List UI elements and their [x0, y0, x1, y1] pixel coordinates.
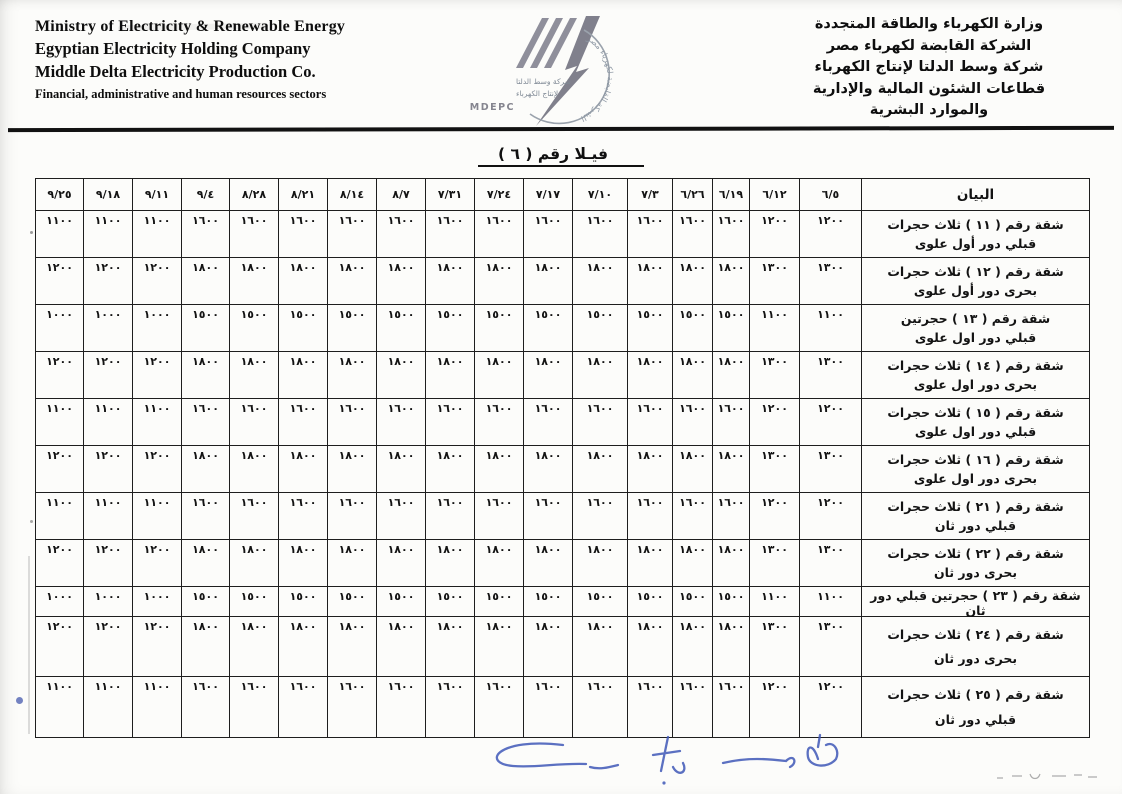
apartment-description-line1: شقة رقم ( ١٦ ) ثلاث حجرات [887, 451, 1064, 467]
sectors-en: Financial, administrative and human resources sectors [35, 87, 327, 101]
rent-value-cell: ١٨٠٠ [377, 540, 426, 587]
rent-value-cell: ١٦٠٠ [475, 399, 524, 446]
apartment-description [862, 352, 1089, 398]
rent-value-cell: ١٢٠٠ [750, 211, 800, 258]
apartment-description-line1: شقة رقم ( ١٢ ) ثلاث حجرات [887, 263, 1064, 279]
rent-value-cell: ١٢٠٠ [84, 446, 133, 493]
rent-value-cell: ١٦٠٠ [713, 399, 750, 446]
apartment-row [36, 399, 1090, 446]
rent-value-cell: ١٨٠٠ [426, 352, 475, 399]
apartment-description [862, 446, 1089, 492]
scan-artifact [28, 556, 30, 734]
rent-value-cell: ١٦٠٠ [573, 677, 628, 738]
rent-value-cell: ١٣٠٠ [750, 617, 800, 677]
apartment-description-line2: قبلي دور اول علوى [914, 424, 1037, 440]
rent-value-cell: ١٢٠٠ [133, 540, 182, 587]
rent-value-cell: ١٦٠٠ [475, 211, 524, 258]
apartment-description-line1: شقة رقم ( ١٥ ) ثلاث حجرات [887, 404, 1064, 420]
rent-value-cell: ١٨٠٠ [328, 540, 377, 587]
rent-value-cell: ١٠٠٠ [36, 305, 84, 352]
rent-value-cell: ١٣٠٠ [750, 540, 800, 587]
rent-value-cell: ١٣٠٠ [800, 352, 862, 399]
rent-value-cell: ١٨٠٠ [328, 258, 377, 305]
rent-value-cell: ١٦٠٠ [230, 677, 279, 738]
apartment-row [36, 493, 1090, 540]
apartment-description-cell [862, 540, 1090, 587]
rent-value-cell: ١٨٠٠ [182, 352, 230, 399]
rent-value-cell: ١٦٠٠ [328, 211, 377, 258]
rent-value-cell: ١٨٠٠ [182, 258, 230, 305]
rent-value-cell: ١٣٠٠ [750, 258, 800, 305]
rent-value-cell: ١٥٠٠ [426, 587, 475, 617]
rent-value-cell: ١٨٠٠ [673, 540, 713, 587]
rent-value-cell: ١١٠٠ [84, 493, 133, 540]
apartment-description-cell [862, 446, 1090, 493]
rent-value-cell: ١٨٠٠ [279, 617, 328, 677]
rent-value-cell: ١٣٠٠ [750, 352, 800, 399]
apartment-description [862, 587, 1089, 616]
rent-value-cell: ١٨٠٠ [573, 617, 628, 677]
rent-value-cell: ١٦٠٠ [377, 211, 426, 258]
column-header-date: ٦/٢٦ [673, 179, 713, 211]
rent-value-cell: ١٨٠٠ [713, 446, 750, 493]
rent-value-cell: ١٨٠٠ [426, 617, 475, 677]
holding-company-en: Egyptian Electricity Holding Company [35, 39, 311, 58]
rent-value-cell: ١٨٠٠ [377, 617, 426, 677]
apartment-description-cell [862, 352, 1090, 399]
apartment-description-cell [862, 587, 1090, 617]
apartment-description-line2: قبلي دور ثان [934, 711, 1017, 727]
holding-company-ar: الشركة القابضة لكهرباء مصر [826, 37, 1032, 54]
villa-number-title: فيـلا رقم ( ٦ ) [478, 145, 644, 167]
rent-value-cell: ١٦٠٠ [230, 211, 279, 258]
rent-value-cell: ١٥٠٠ [573, 305, 628, 352]
apartment-row [36, 677, 1090, 738]
column-header-date: ٨/١٤ [328, 179, 377, 211]
apartment-description [862, 399, 1089, 445]
apartment-description-line2: بحرى دور ثان [933, 565, 1018, 581]
rent-value-cell: ١٢٠٠ [36, 617, 84, 677]
rent-value-cell: ١٨٠٠ [573, 540, 628, 587]
rent-value-cell: ١٨٠٠ [377, 352, 426, 399]
scan-artifact [30, 520, 33, 523]
column-header-date: ٩/١١ [133, 179, 182, 211]
apartment-description-cell [862, 211, 1090, 258]
rent-value-cell: ١٠٠٠ [84, 587, 133, 617]
column-header-date: ٦/٥ [800, 179, 862, 211]
rent-value-cell: ١٨٠٠ [673, 446, 713, 493]
rent-value-cell: ١٢٠٠ [750, 399, 800, 446]
apartment-row [36, 587, 1090, 617]
rent-value-cell: ١٨٠٠ [279, 446, 328, 493]
rent-value-cell: ١٦٠٠ [713, 211, 750, 258]
rent-value-cell: ١١٠٠ [800, 587, 862, 617]
rent-value-cell: ١٨٠٠ [182, 446, 230, 493]
apartment-description-line1: شقة رقم ( ٢٤ ) ثلاث حجرات [887, 627, 1064, 642]
apartment-description-line2: بحرى دور اول علوى [913, 471, 1038, 487]
column-header-date: ٨/٧ [377, 179, 426, 211]
rent-value-cell: ١٨٠٠ [673, 258, 713, 305]
rent-value-cell: ١٢٠٠ [36, 540, 84, 587]
rent-value-cell: ١٨٠٠ [713, 540, 750, 587]
rent-value-cell: ١٦٠٠ [524, 493, 573, 540]
column-header-date: ٧/٣١ [426, 179, 475, 211]
signature-stroke-icon [653, 737, 684, 773]
rent-value-cell: ١٨٠٠ [628, 617, 673, 677]
logo-ring-text: الشركة القابضة لكهرباء مصر [579, 33, 615, 124]
rent-value-cell: ١٨٠٠ [279, 258, 328, 305]
rent-value-cell: ١٨٠٠ [475, 446, 524, 493]
rent-value-cell: ١٥٠٠ [377, 305, 426, 352]
rent-value-cell: ١٨٠٠ [673, 617, 713, 677]
apartment-description-line2: قبلي دور أول علوى [914, 236, 1037, 252]
column-header-date: ٩/١٨ [84, 179, 133, 211]
rent-value-cell: ١٢٠٠ [133, 446, 182, 493]
table-header-row [36, 179, 1090, 211]
apartment-row [36, 258, 1090, 305]
rent-value-cell: ١٦٠٠ [279, 677, 328, 738]
rent-value-cell: ١٨٠٠ [377, 446, 426, 493]
rent-value-cell: ١١٠٠ [36, 677, 84, 738]
apartment-description [862, 540, 1089, 586]
rent-value-cell: ١٦٠٠ [573, 399, 628, 446]
logo-caption-production: لإنتاج الكهرباء [516, 89, 559, 98]
rent-value-cell: ١٨٠٠ [524, 540, 573, 587]
rent-value-cell: ١١٠٠ [84, 399, 133, 446]
rent-value-cell: ١٦٠٠ [230, 399, 279, 446]
apartment-description-cell [862, 305, 1090, 352]
apartment-description-cell [862, 493, 1090, 540]
rent-value-cell: ١٠٠٠ [133, 587, 182, 617]
apartment-row [36, 352, 1090, 399]
rent-value-cell: ١٨٠٠ [628, 258, 673, 305]
rent-value-cell: ١٦٠٠ [426, 677, 475, 738]
rent-schedule-table [35, 178, 1090, 738]
column-header-date: ٦/١٢ [750, 179, 800, 211]
apartment-row [36, 305, 1090, 352]
apartment-description-cell [862, 399, 1090, 446]
rent-value-cell: ١٠٠٠ [133, 305, 182, 352]
column-header-description: البيان [862, 179, 1090, 211]
rent-value-cell: ١٥٠٠ [377, 587, 426, 617]
rent-value-cell: ١٦٠٠ [573, 211, 628, 258]
rent-value-cell: ١٦٠٠ [628, 399, 673, 446]
handwritten-signatures [468, 733, 898, 793]
rent-value-cell: ١٥٠٠ [713, 587, 750, 617]
rent-value-cell: ١٥٠٠ [628, 587, 673, 617]
apartment-description [862, 617, 1089, 676]
mdepc-logo [468, 8, 663, 133]
rent-value-cell: ١٢٠٠ [133, 617, 182, 677]
rent-value-cell: ١٣٠٠ [800, 446, 862, 493]
rent-value-cell: ١٥٠٠ [628, 305, 673, 352]
rent-value-cell: ١٦٠٠ [426, 493, 475, 540]
rent-value-cell: ١٢٠٠ [84, 352, 133, 399]
apartment-description-line1: شقة رقم ( ٢٥ ) ثلاث حجرات [887, 687, 1064, 703]
apartment-description [862, 258, 1089, 304]
column-header-date: ٩/٤ [182, 179, 230, 211]
rent-value-cell: ١٥٠٠ [524, 587, 573, 617]
apartment-row [36, 540, 1090, 587]
rent-value-cell: ١٨٠٠ [230, 258, 279, 305]
rent-value-cell: ١٦٠٠ [377, 399, 426, 446]
rent-value-cell: ١٢٠٠ [133, 258, 182, 305]
column-header-date: ٨/٢٨ [230, 179, 279, 211]
apartment-description [862, 305, 1089, 351]
rent-value-cell: ١١٠٠ [84, 677, 133, 738]
rent-value-cell: ١٦٠٠ [673, 493, 713, 540]
rent-value-cell: ١٨٠٠ [328, 617, 377, 677]
apartment-description-cell [862, 617, 1090, 677]
rent-value-cell: ١٥٠٠ [524, 305, 573, 352]
signature-stroke-icon [590, 765, 618, 768]
rent-value-cell: ١٦٠٠ [328, 677, 377, 738]
rent-value-cell: ١٨٠٠ [475, 352, 524, 399]
rent-value-cell: ١٨٠٠ [628, 352, 673, 399]
rent-value-cell: ١٦٠٠ [279, 493, 328, 540]
rent-value-cell: ١٣٠٠ [800, 540, 862, 587]
rent-value-cell: ١٢٠٠ [800, 399, 862, 446]
rent-value-cell: ١٦٠٠ [182, 399, 230, 446]
apartment-description-line1: شقة رقم ( ٢١ ) ثلاث حجرات [887, 498, 1064, 514]
rent-value-cell: ١٨٠٠ [573, 352, 628, 399]
document-title [0, 145, 1122, 167]
apartment-description-cell [862, 258, 1090, 305]
rent-value-cell: ١٨٠٠ [524, 352, 573, 399]
rent-value-cell: ١٠٠٠ [84, 305, 133, 352]
rent-value-cell: ١٦٠٠ [377, 493, 426, 540]
rent-value-cell: ١٨٠٠ [279, 352, 328, 399]
rent-value-cell: ١٥٠٠ [713, 305, 750, 352]
rent-value-cell: ١٦٠٠ [628, 677, 673, 738]
rent-value-cell: ١٦٠٠ [524, 211, 573, 258]
rent-value-cell: ١١٠٠ [133, 211, 182, 258]
apartment-description-line2: بحرى دور أول علوى [913, 283, 1038, 299]
rent-value-cell: ١٨٠٠ [426, 258, 475, 305]
rent-value-cell: ١٦٠٠ [182, 211, 230, 258]
rent-value-cell: ١٨٠٠ [573, 258, 628, 305]
signature-dot-icon [662, 781, 665, 784]
rent-value-cell: ١٦٠٠ [328, 493, 377, 540]
rent-value-cell: ١٦٠٠ [426, 399, 475, 446]
rent-value-cell: ١٦٠٠ [230, 493, 279, 540]
ink-dot [16, 697, 23, 704]
rent-value-cell: ١٢٠٠ [36, 446, 84, 493]
apartment-description [862, 677, 1089, 737]
apartment-description-line1: شقة رقم ( ١٤ ) ثلاث حجرات [887, 357, 1064, 373]
signature-stroke-icon [808, 735, 838, 766]
logo-caption-company: شركة وسط الدلتا [516, 77, 571, 86]
rent-value-cell: ١٦٠٠ [713, 677, 750, 738]
rent-value-cell: ١٦٠٠ [713, 493, 750, 540]
rent-value-cell: ١٨٠٠ [475, 258, 524, 305]
rent-value-cell: ١١٠٠ [36, 211, 84, 258]
rent-value-cell: ١٨٠٠ [182, 540, 230, 587]
rent-value-cell: ١١٠٠ [133, 399, 182, 446]
rent-value-cell: ١٢٠٠ [36, 352, 84, 399]
rent-value-cell: ١١٠٠ [133, 677, 182, 738]
apartment-row [36, 617, 1090, 677]
rent-value-cell: ١٨٠٠ [230, 540, 279, 587]
signature-stroke-icon [723, 758, 794, 767]
rent-value-cell: ١٦٠٠ [279, 211, 328, 258]
rent-value-cell: ١٢٠٠ [800, 493, 862, 540]
rent-value-cell: ١٢٠٠ [750, 677, 800, 738]
rent-value-cell: ١٨٠٠ [524, 446, 573, 493]
scan-artifact [30, 231, 33, 234]
rent-value-cell: ١٣٠٠ [750, 446, 800, 493]
rent-value-cell: ١٢٠٠ [36, 258, 84, 305]
rent-value-cell: ١٥٠٠ [426, 305, 475, 352]
rent-value-cell: ١١٠٠ [800, 305, 862, 352]
rent-value-cell: ١٦٠٠ [328, 399, 377, 446]
rent-value-cell: ١٨٠٠ [182, 617, 230, 677]
rent-value-cell: ١٥٠٠ [328, 305, 377, 352]
rent-value-cell: ١٣٠٠ [800, 258, 862, 305]
rent-value-cell: ١٦٠٠ [524, 399, 573, 446]
apartment-description [862, 211, 1089, 257]
rent-value-cell: ١٢٠٠ [133, 352, 182, 399]
rent-value-cell: ١٦٠٠ [475, 493, 524, 540]
rent-value-cell: ١٨٠٠ [673, 352, 713, 399]
rent-value-cell: ١٨٠٠ [230, 352, 279, 399]
apartment-description-line2: بحرى دور ثان [933, 651, 1018, 666]
rent-value-cell: ١٦٠٠ [573, 493, 628, 540]
ministry-name-en: Ministry of Electricity & Renewable Energy [35, 18, 346, 35]
rent-value-cell: ١٨٠٠ [328, 352, 377, 399]
rent-value-cell: ١٢٠٠ [84, 258, 133, 305]
rent-value-cell: ١٨٠٠ [426, 540, 475, 587]
letterhead-arabic [764, 14, 1094, 122]
apartment-description-line2: قبلي دور ثان [934, 518, 1017, 534]
rent-value-cell: ١٥٠٠ [328, 587, 377, 617]
rent-value-cell: ١١٠٠ [36, 493, 84, 540]
rent-value-cell: ١٨٠٠ [628, 446, 673, 493]
rent-value-cell: ١٨٠٠ [377, 258, 426, 305]
apartment-description-line1: شقة رقم ( ١١ ) ثلاث حجرات [887, 216, 1064, 232]
apartment-description [862, 493, 1089, 539]
scan-artifact [992, 764, 1104, 788]
rent-value-cell: ١٦٠٠ [524, 677, 573, 738]
column-header-date: ٦/١٩ [713, 179, 750, 211]
rent-value-cell: ١٦٠٠ [279, 399, 328, 446]
rent-value-cell: ١٢٠٠ [84, 617, 133, 677]
rent-value-cell: ١١٠٠ [84, 211, 133, 258]
apartment-description-line1: شقة رقم ( ١٣ ) حجرتين [900, 310, 1051, 326]
rent-value-cell: ١٥٠٠ [673, 587, 713, 617]
rent-value-cell: ١٥٠٠ [279, 587, 328, 617]
rent-value-cell: ١٨٠٠ [475, 540, 524, 587]
apartment-row [36, 446, 1090, 493]
rent-value-cell: ١٥٠٠ [230, 305, 279, 352]
rent-value-cell: ١٨٠٠ [628, 540, 673, 587]
rent-value-cell: ١٨٠٠ [279, 540, 328, 587]
rent-value-cell: ١٥٠٠ [182, 305, 230, 352]
rent-value-cell: ١٥٠٠ [475, 305, 524, 352]
column-header-date: ٩/٢٥ [36, 179, 84, 211]
logo-caption-mdepc: MDEPC [469, 102, 515, 113]
rent-value-cell: ١١٠٠ [750, 305, 800, 352]
rent-value-cell: ١٨٠٠ [713, 352, 750, 399]
rent-value-cell: ١٦٠٠ [673, 399, 713, 446]
rent-value-cell: ١١٠٠ [750, 587, 800, 617]
rent-value-cell: ١٦٠٠ [182, 677, 230, 738]
rent-value-cell: ١٨٠٠ [713, 617, 750, 677]
apartment-description-cell [862, 677, 1090, 738]
rent-value-cell: ١٦٠٠ [377, 677, 426, 738]
rent-value-cell: ١٦٠٠ [182, 493, 230, 540]
rent-value-cell: ١٦٠٠ [673, 211, 713, 258]
rent-value-cell: ١٥٠٠ [279, 305, 328, 352]
column-header-date: ٧/١٠ [573, 179, 628, 211]
hr-ar: والموارد البشرية [869, 102, 989, 118]
rent-value-cell: ١٨٠٠ [230, 617, 279, 677]
apartment-description-line2: قبلي دور اول علوى [914, 330, 1037, 346]
rent-value-cell: ١٨٠٠ [475, 617, 524, 677]
rent-value-cell: ١١٠٠ [36, 399, 84, 446]
apartment-description-line1: شقة رقم ( ٢٢ ) ثلاث حجرات [887, 545, 1064, 561]
column-header-date: ٧/٣ [628, 179, 673, 211]
letterhead-english [35, 18, 345, 102]
rent-value-cell: ١٨٠٠ [524, 258, 573, 305]
rent-value-cell: ١٥٠٠ [230, 587, 279, 617]
rent-value-cell: ١١٠٠ [133, 493, 182, 540]
apartment-row [36, 211, 1090, 258]
rent-value-cell: ١٢٠٠ [800, 211, 862, 258]
rent-value-cell: ١٨٠٠ [426, 446, 475, 493]
rent-value-cell: ١٦٠٠ [426, 211, 475, 258]
rent-value-cell: ١٥٠٠ [182, 587, 230, 617]
rent-value-cell: ١٨٠٠ [328, 446, 377, 493]
rent-value-cell: ١٥٠٠ [475, 587, 524, 617]
production-company-en: Middle Delta Electricity Production Co. [35, 62, 316, 81]
rent-value-cell: ١٥٠٠ [673, 305, 713, 352]
rent-value-cell: ١٨٠٠ [713, 258, 750, 305]
sectors-ar: قطاعات الشئون المالية والإدارية [812, 80, 1046, 97]
ministry-name-ar: وزارة الكهرباء والطاقة المتجددة [814, 16, 1044, 32]
rent-value-cell: ١٠٠٠ [36, 587, 84, 617]
production-company-ar: شركة وسط الدلتا لإنتاج الكهرباء [814, 59, 1044, 75]
rent-value-cell: ١٨٠٠ [573, 446, 628, 493]
column-header-date: ٨/٢١ [279, 179, 328, 211]
rent-value-cell: ١٥٠٠ [573, 587, 628, 617]
column-header-date: ٧/٢٤ [475, 179, 524, 211]
rent-value-cell: ١٢٠٠ [84, 540, 133, 587]
apartment-description-line2: بحرى دور اول علوى [913, 377, 1038, 393]
signature-stroke-icon [497, 743, 586, 766]
rent-value-cell: ١٨٠٠ [524, 617, 573, 677]
rent-value-cell: ١٦٠٠ [673, 677, 713, 738]
rent-value-cell: ١٢٠٠ [800, 677, 862, 738]
rent-value-cell: ١٦٠٠ [475, 677, 524, 738]
rent-value-cell: ١٦٠٠ [628, 493, 673, 540]
rent-value-cell: ١٨٠٠ [230, 446, 279, 493]
apartment-description-line1: شقة رقم ( ٢٣ ) حجرتين قبلي دور ثان [870, 588, 1081, 618]
column-header-date: ٧/١٧ [524, 179, 573, 211]
rent-value-cell: ١٦٠٠ [628, 211, 673, 258]
rent-value-cell: ١٢٠٠ [750, 493, 800, 540]
rent-value-cell: ١٣٠٠ [800, 617, 862, 677]
